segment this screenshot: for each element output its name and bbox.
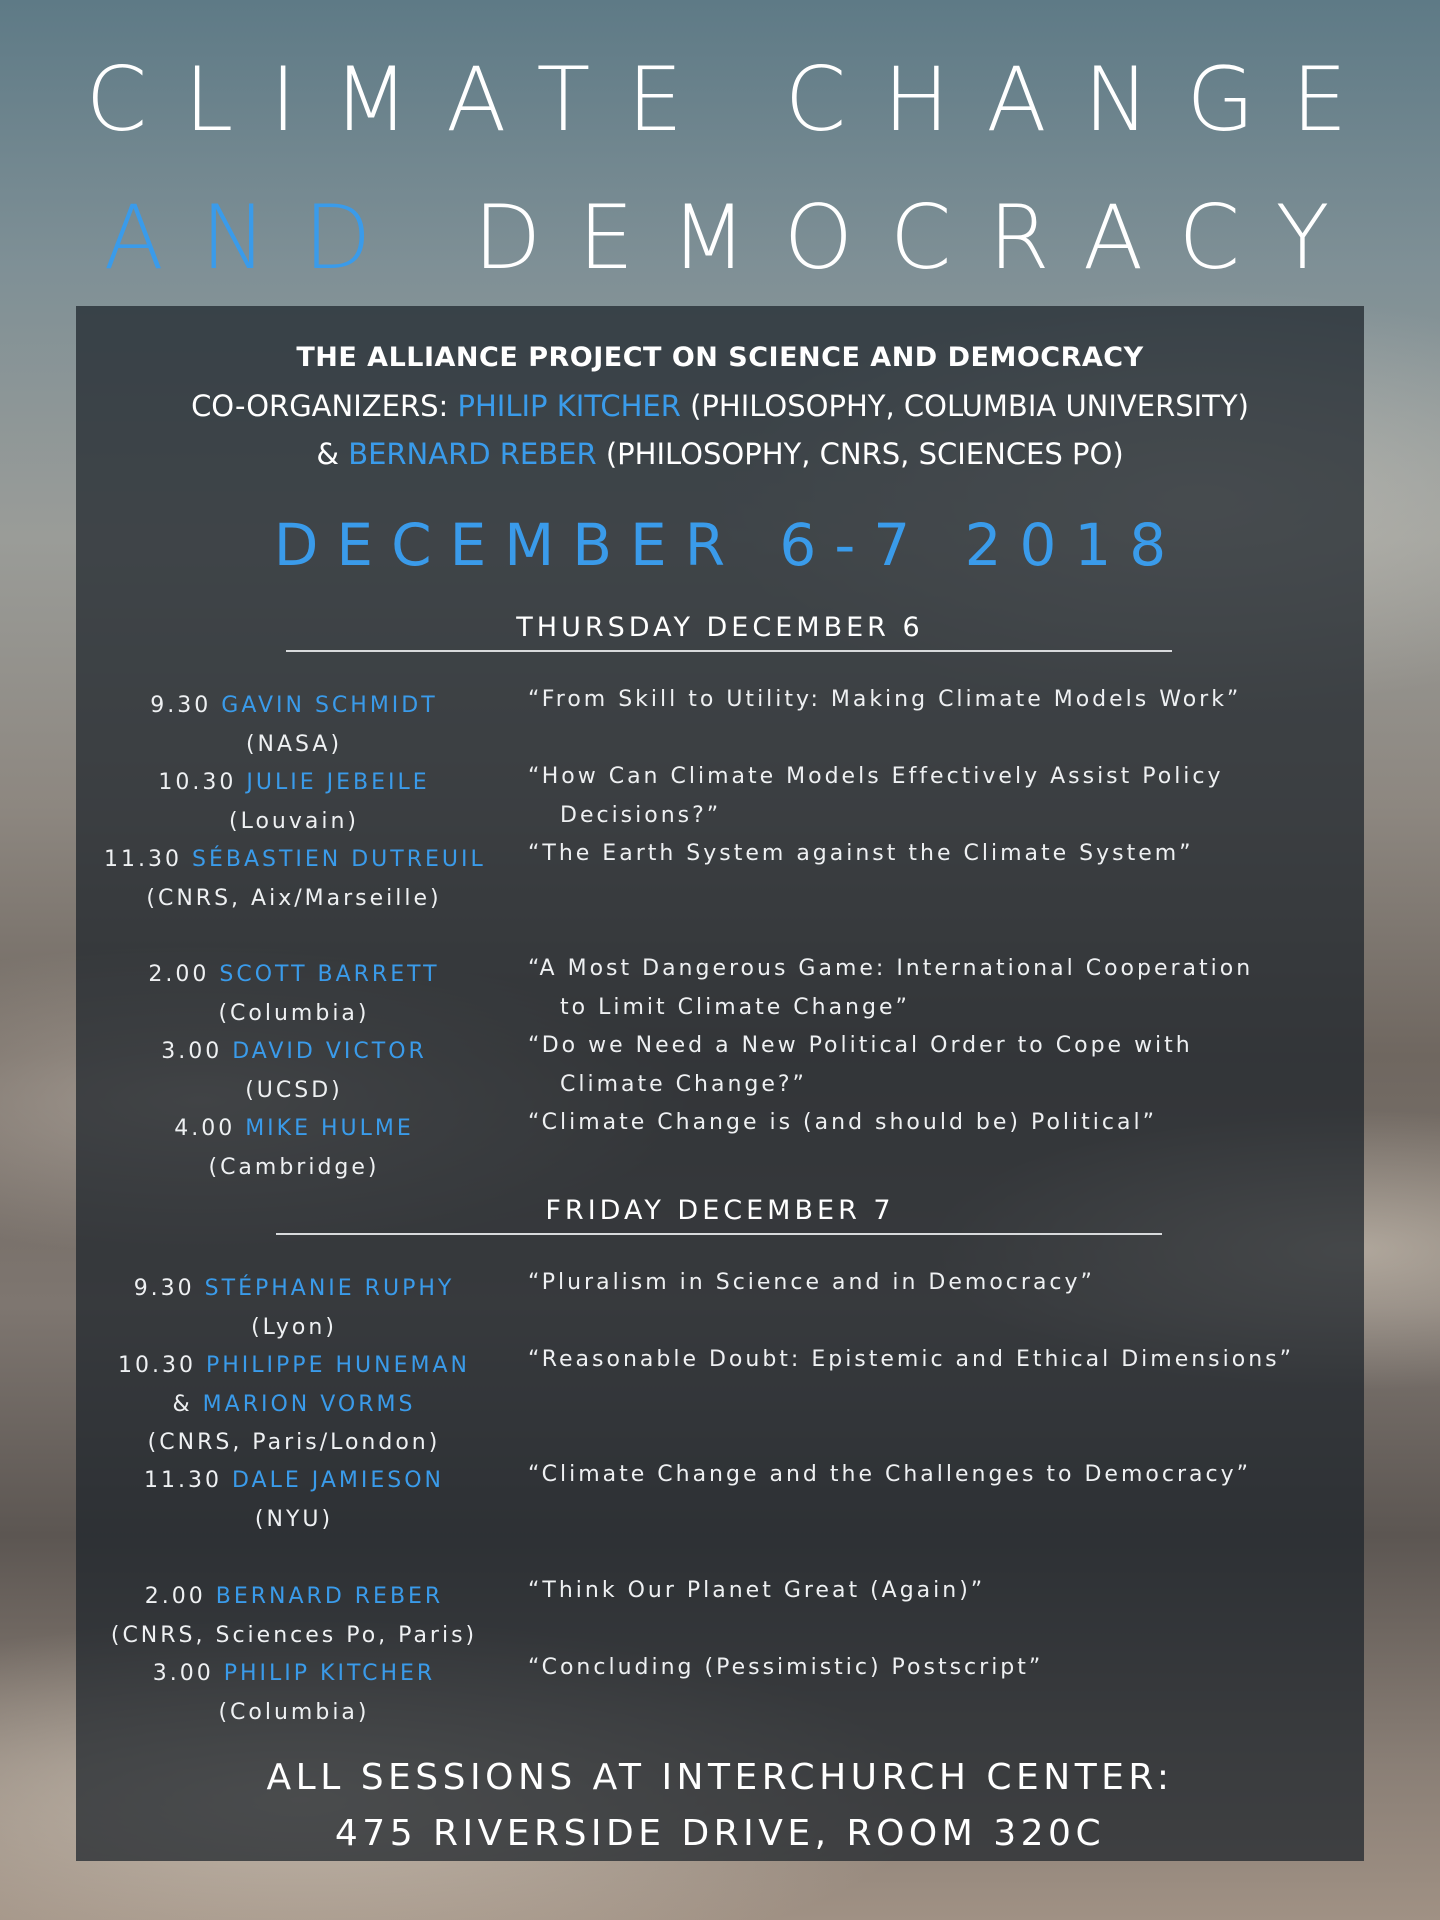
talk-title xyxy=(528,1456,1348,1495)
talk-speaker-block xyxy=(104,956,484,1033)
talk-speaker-block xyxy=(104,1110,484,1187)
talk-title-continued: Decisions?” xyxy=(560,802,722,828)
venue-line-1: ALL SESSIONS AT INTERCHURCH CENTER: xyxy=(266,1757,1174,1798)
talk-affiliation: (CNRS, Aix/Marseille) xyxy=(146,885,442,911)
talk-affiliation: (Columbia) xyxy=(218,1000,370,1026)
talk-affiliation: (Louvain) xyxy=(229,808,359,834)
talk-time: 10.30 xyxy=(158,770,237,795)
day-heading-friday: FRIDAY DECEMBER 7 xyxy=(545,1195,895,1226)
talk-affiliation: (UCSD) xyxy=(245,1077,343,1103)
talk-speaker-block xyxy=(104,1033,484,1110)
talk-title-text: “Climate Change is (and should be) Political” xyxy=(528,1110,1157,1135)
talk-title xyxy=(528,1341,1348,1380)
title-democracy: DEMOCRACY xyxy=(473,186,1367,289)
talk-title xyxy=(528,1572,1348,1611)
talk-speaker-block xyxy=(104,1347,484,1463)
talk-speaker: MIKE HULME xyxy=(245,1116,414,1141)
talk-title-continued: to Limit Climate Change” xyxy=(560,994,910,1020)
divider-friday xyxy=(276,1233,1162,1235)
talk-title xyxy=(528,1027,1348,1104)
talk-time: 2.00 xyxy=(144,1584,206,1609)
divider-thursday xyxy=(286,650,1172,652)
talk-co-speaker: MARION VORMS xyxy=(202,1391,416,1417)
talk-title xyxy=(528,950,1348,1027)
talk-co-amp: & xyxy=(172,1391,193,1417)
talk-affiliation: (Columbia) xyxy=(218,1699,370,1725)
organizers-prefix: CO-ORGANIZERS: xyxy=(191,389,449,423)
project-name: THE ALLIANCE PROJECT ON SCIENCE AND DEMOCRACY xyxy=(296,342,1144,373)
talk-title xyxy=(528,835,1348,874)
talk-time: 2.00 xyxy=(148,962,210,987)
talk-time: 9.30 xyxy=(133,1276,195,1301)
talk-speaker: GAVIN SCHMIDT xyxy=(221,693,438,718)
talk-speaker: STÉPHANIE RUPHY xyxy=(204,1276,455,1301)
talk-affiliation: (NYU) xyxy=(254,1506,334,1532)
organizer-kitcher: PHILIP KITCHER xyxy=(457,389,681,423)
talk-time: 3.00 xyxy=(152,1661,214,1686)
title-and: AND xyxy=(103,186,409,289)
talk-title-text: “How Can Climate Models Effectively Assist Policy xyxy=(528,764,1224,789)
talk-title-text: “From Skill to Utility: Making Climate Models Work” xyxy=(528,687,1242,712)
talk-speaker-block xyxy=(104,1270,484,1347)
organizer-reber: BERNARD REBER xyxy=(348,437,597,471)
talk-speaker: DALE JAMIESON xyxy=(231,1468,444,1493)
talk-time: 10.30 xyxy=(118,1353,196,1378)
talk-speaker: DAVID VICTOR xyxy=(232,1039,427,1064)
talk-speaker: PHILIP KITCHER xyxy=(223,1661,436,1686)
talk-speaker-block xyxy=(104,1578,484,1655)
talk-title-text: “Climate Change and the Challenges to Democracy” xyxy=(528,1462,1251,1487)
organizers-line-2 xyxy=(76,430,1364,478)
organizer-kitcher-affiliation: (PHILOSOPHY, COLUMBIA UNIVERSITY) xyxy=(690,389,1249,423)
talk-title xyxy=(528,1649,1348,1688)
talk-title xyxy=(528,681,1348,720)
talk-title-text: “Concluding (Pessimistic) Postscript” xyxy=(528,1655,1044,1680)
day-heading-thursday: THURSDAY DECEMBER 6 xyxy=(516,612,924,643)
talk-time: 9.30 xyxy=(150,693,212,718)
organizer-reber-affiliation: (PHILOSOPHY, CNRS, SCIENCES PO) xyxy=(605,437,1124,471)
talk-speaker-block xyxy=(104,1655,484,1732)
talk-speaker-block xyxy=(104,764,484,841)
talk-time: 11.30 xyxy=(144,1468,222,1493)
talk-title xyxy=(528,1104,1348,1143)
talk-speaker: JULIE JEBEILE xyxy=(246,770,430,795)
talk-speaker: SÉBASTIEN DUTREUIL xyxy=(191,847,486,872)
talk-time: 4.00 xyxy=(174,1116,236,1141)
talk-speaker: PHILIPPE HUNEMAN xyxy=(206,1353,470,1378)
organizers-line-1 xyxy=(76,382,1364,430)
talk-speaker-block xyxy=(104,841,484,918)
venue-line-2: 475 RIVERSIDE DRIVE, ROOM 320C xyxy=(334,1813,1106,1854)
title-line-1 xyxy=(0,50,1440,150)
talk-speaker: BERNARD REBER xyxy=(215,1584,444,1609)
talk-title xyxy=(528,758,1348,835)
talk-affiliation: (CNRS, Sciences Po, Paris) xyxy=(110,1622,478,1648)
talk-title-text: “The Earth System against the Climate System” xyxy=(528,841,1194,866)
talk-title-text: “Reasonable Doubt: Epistemic and Ethical Dimensions” xyxy=(528,1347,1295,1372)
program-panel xyxy=(76,306,1364,1861)
talk-title-text: “Pluralism in Science and in Democracy” xyxy=(528,1270,1095,1295)
talk-title-continued: Climate Change?” xyxy=(560,1071,807,1097)
talk-affiliation: (NASA) xyxy=(245,731,343,757)
talk-time: 3.00 xyxy=(161,1039,223,1064)
event-dates: DECEMBER 6-7 2018 xyxy=(273,511,1185,579)
talk-time: 11.30 xyxy=(104,847,182,872)
talk-title-text: “Think Our Planet Great (Again)” xyxy=(528,1578,986,1603)
talk-speaker-block xyxy=(104,687,484,764)
talk-speaker-block xyxy=(104,1462,484,1539)
talk-title-text: “Do we Need a New Political Order to Cope with xyxy=(528,1033,1193,1058)
title-climate-change: CLIMATE CHANGE xyxy=(85,48,1385,151)
talk-title xyxy=(528,1264,1348,1303)
talk-title-text: “A Most Dangerous Game: International Cooperation xyxy=(528,956,1254,981)
title-line-2 xyxy=(0,188,1440,288)
talk-affiliation: (CNRS, Paris/London) xyxy=(147,1430,441,1455)
organizers-amp: & xyxy=(316,437,339,471)
talk-speaker: SCOTT BARRETT xyxy=(219,962,440,987)
talk-affiliation: (Cambridge) xyxy=(208,1154,380,1180)
talk-affiliation: (Lyon) xyxy=(251,1314,337,1340)
